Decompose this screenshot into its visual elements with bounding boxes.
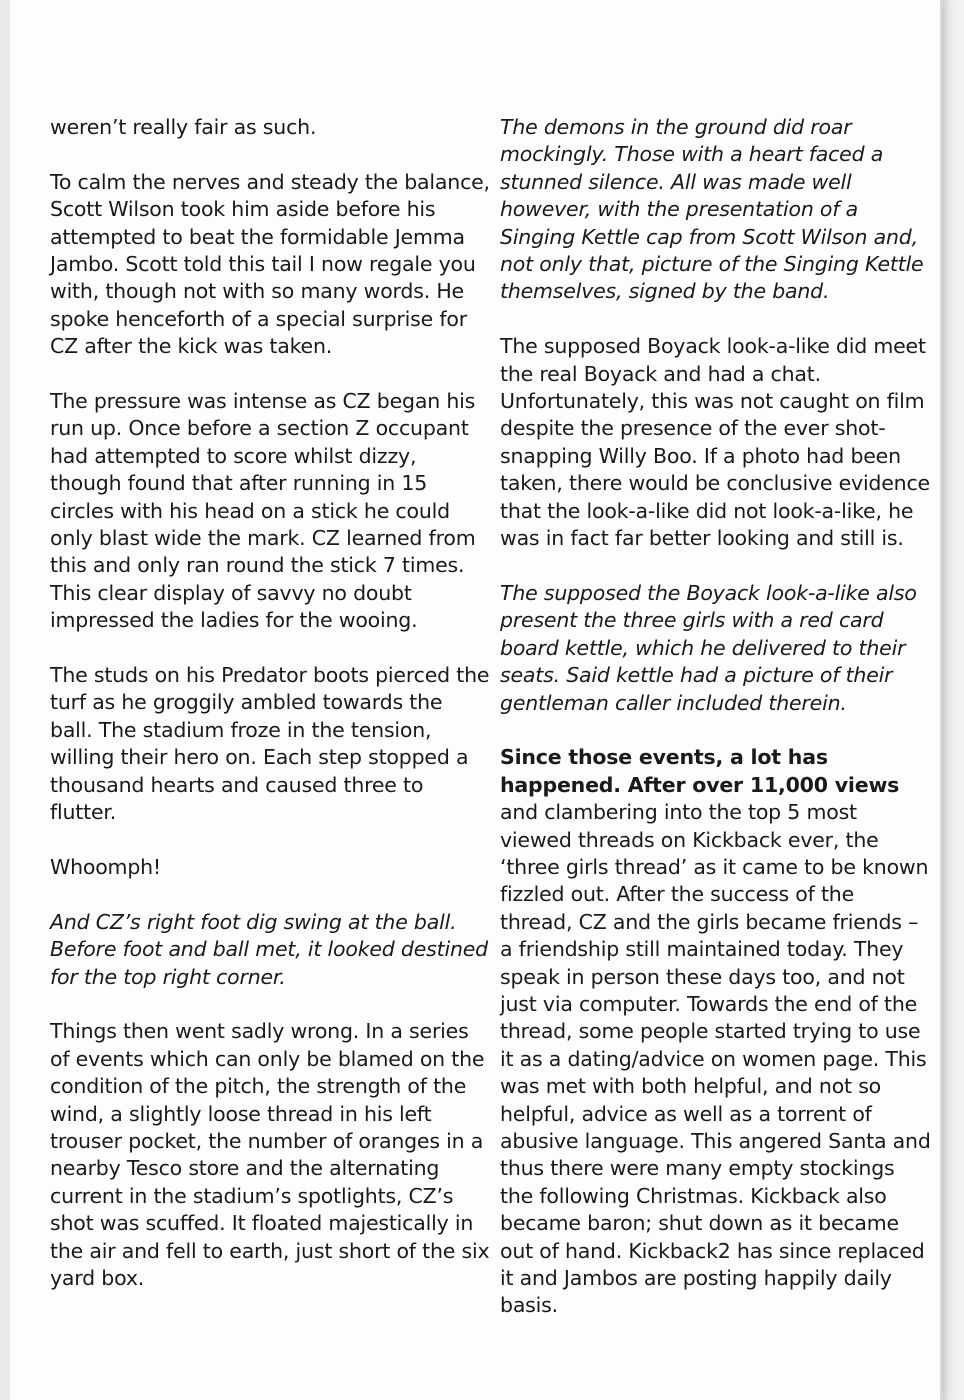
bold-lead-in: Since those events, a lot has happened. After over 11,000 views	[500, 745, 900, 797]
paragraph: weren’t really fair as such.	[50, 115, 317, 139]
italic-paragraph: The demons in the ground did roar mockingly. Those with a heart faced a stunned silence. All was made well however, with the presentation of a Singing Kettle cap from Scott Wilson and, not only that, picture of the Singing Kettle themselves, signed by the band.	[500, 115, 924, 304]
left-column	[50, 114, 490, 1320]
page-edge	[940, 0, 964, 1400]
paragraph	[500, 744, 932, 1320]
magazine-page	[10, 0, 940, 1400]
paragraph: The pressure was intense as CZ began his run up. Once before a section Z occupant had attempted to score whilst dizzy, though found that after running in 15 circles with his head on a stick he could only blast wide the mark. CZ learned from this and only ran round the stick 7 times. This clear display of savvy no doubt impressed the ladies for the wooing.	[50, 389, 476, 633]
italic-paragraph: The supposed the Boyack look-a-like also present the three girls with a red card board kettle, which he delivered to their seats. Said kettle had a picture of their gentleman caller included therein.	[500, 580, 917, 715]
paragraph: Whoomph!	[50, 854, 161, 879]
paragraph: To calm the nerves and steady the balance, Scott Wilson took him aside before his attempted to beat the formidable Jemma Jambo. Scott told this tail I now regale you with, though not with so many words. He spoke henceforth of a special surprise for CZ after the kick was taken.	[50, 169, 490, 359]
paragraph-text: and clambering into the top 5 most viewed threads on Kickback ever, the ‘three girls thread’ as it came to be known fizzled out. After the success of the thread, CZ and the girls became friends – a friendship still maintained today. They speak in person these days too, and not just via computer. Towards the end of the thread, some people started trying to use it as a dating/advice on women page. This was met with both helpful, and not so helpful, advice as well as a torrent of abusive language. This angered Santa and thus there were many empty stockings the following Christmas. Kickback also became baron; shut down as it became out of hand. Kickback2 has since replaced it and Jambos are posting happily daily basis.	[500, 800, 931, 1318]
paragraph: Things then went sadly wrong. In a series of events which can only be blamed on the condition of the pitch, the strength of the wind, a slightly loose thread in his left trouser pocket, the number of oranges in a nearby Tesco store and the alternating current in the stadium’s spotlights, CZ’s shot was scuffed. It floated majestically in the air and fell to earth, just short of the six yard box.	[50, 1019, 490, 1290]
paragraph: The supposed Boyack look-a-like did meet the real Boyack and had a chat. Unfortunately, this was not caught on film despite the presence of the ever shot-snapping Willy Boo. If a photo had been taken, there would be conclusive evidence that the look-a-like did not look-a-like, he was in fact far better looking and still is.	[500, 334, 930, 551]
paragraph: The studs on his Predator boots pierced the turf as he groggily ambled towards the ball. The stadium froze in the tension, willing their hero on. Each step stopped a thousand hearts and caused three to flutter.	[50, 663, 490, 825]
right-column	[500, 114, 932, 1347]
italic-paragraph: And CZ’s right foot dig swing at the ball. Before foot and ball met, it looked destined for the top right corner.	[50, 909, 488, 989]
